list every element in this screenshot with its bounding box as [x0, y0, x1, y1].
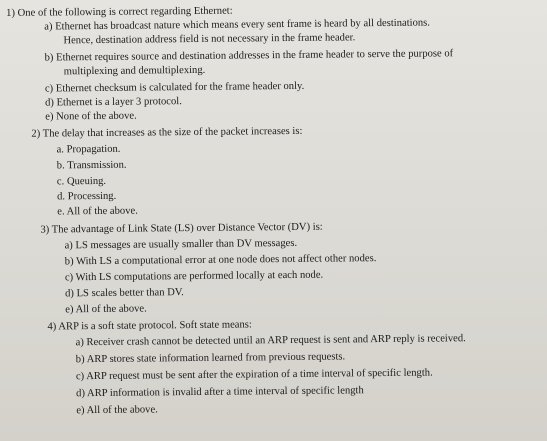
q2-option-b — [57, 160, 127, 173]
q4-option-e-label: e) — [76, 405, 85, 417]
q1-option-d-text: Ethernet is a layer 3 protocol. — [56, 96, 182, 109]
q2-option-d-label: d. — [57, 191, 66, 203]
q4-option-c-label: c) — [75, 371, 85, 383]
q4-option-b — [76, 351, 346, 366]
q1-option-d — [45, 96, 182, 109]
q2-option-e-text: All of the above. — [66, 205, 138, 218]
q1-option-d-label: d) — [45, 97, 54, 109]
q3-option-c-label: c) — [64, 272, 74, 284]
q4-option-d-label: d) — [76, 388, 86, 400]
q1-option-c — [45, 81, 304, 96]
q3-option-e — [65, 303, 147, 316]
q2-option-a — [57, 144, 121, 157]
q4-option-b-label: b) — [75, 354, 85, 366]
q3-option-c — [65, 270, 323, 285]
q4-number: 4) — [47, 321, 57, 333]
q1-option-e-label: e) — [45, 111, 54, 123]
q1-option-c-label: c) — [44, 83, 54, 95]
q3-stem: The advantage of Link State (LS) over Distance Vector (DV) is: — [51, 221, 323, 236]
q2-option-c-label: c. — [56, 176, 65, 188]
q2-stem: The delay that increases as the size of the packet increases is: — [42, 125, 303, 140]
q4-option-a-text: Receiver crash cannot be detected until an ARP request is sent and ARP reply is received. — [86, 333, 466, 349]
q4-option-c-text: ARP request must be sent after the expiration of a time interval of specific length. — [86, 367, 433, 383]
q3-option-d-text: LS scales better than DV. — [76, 287, 184, 300]
q2-option-e-label: e. — [57, 206, 65, 218]
q1-option-a — [44, 17, 430, 33]
q1-number: 1) — [6, 7, 16, 19]
q2-option-a-label: a. — [56, 144, 64, 156]
q1-option-b-label: b) — [44, 52, 54, 64]
q4-stem: ARP is a soft state protocol. Soft state means: — [58, 319, 252, 333]
q3-option-c-text: With LS computations are performed locally at each node. — [75, 269, 324, 284]
q1-option-a-label: a) — [44, 21, 53, 33]
q2-option-c — [57, 176, 106, 189]
q1-option-e-text: None of the above. — [56, 110, 137, 123]
q2-option-d — [57, 191, 116, 204]
q1-option-c-text: Ethernet checksum is calculated for the frame header only. — [55, 80, 305, 95]
q3-option-e-label: e) — [65, 304, 74, 316]
q3-option-a-text: LS messages are usually smaller than DV messages. — [75, 237, 298, 252]
q1-option-a-text: Ethernet has broadcast nature which means every sent frame is heard by all destinations. — [55, 17, 430, 33]
q3-option-e-text: All of the above. — [75, 303, 147, 316]
q2-option-d-text: Processing. — [67, 190, 117, 203]
q4-option-e-text: All of the above. — [86, 404, 158, 417]
q4-option-d-text: ARP information is invalid after a time interval of specific length — [86, 385, 364, 400]
q2-option-e — [57, 206, 138, 219]
q3-option-b-text: With LS a computational error at one node does not affect other nodes. — [75, 253, 377, 268]
q1-option-a-continued: Hence, destination address field is not necessary in the frame header. — [63, 32, 356, 47]
q2-stem-line — [31, 126, 302, 141]
q2-option-b-text: Transmission. — [67, 159, 127, 172]
q4-option-b-text: ARP stores state information learned from previous requests. — [86, 351, 346, 366]
q3-option-a-label: a) — [64, 240, 73, 252]
q4-stem-line — [47, 319, 252, 333]
q2-number: 2) — [31, 128, 41, 140]
q1-stem-line — [6, 6, 233, 20]
q1-stem: One of the following is correct regarding Ethernet: — [17, 5, 233, 19]
q2-option-a-text: Propagation. — [66, 143, 121, 156]
q1-option-e — [45, 111, 137, 124]
q3-number: 3) — [40, 224, 50, 236]
q4-option-a — [76, 333, 466, 349]
q4-option-e — [76, 404, 158, 417]
q1-option-b-continued: multiplexing and demultiplexing. — [63, 64, 206, 78]
q3-option-d — [65, 287, 184, 300]
q4-option-a-label: a) — [75, 337, 84, 349]
q3-option-b — [65, 253, 377, 268]
q4-option-c — [76, 367, 433, 383]
q3-option-d-label: d) — [65, 288, 74, 300]
q3-option-a — [65, 238, 298, 252]
q2-option-b-label: b. — [56, 160, 65, 172]
q1-option-b — [45, 48, 454, 64]
q1-option-b-text: Ethernet requires source and destination addresses in the frame header to serve the purpose of — [56, 48, 454, 64]
q2-option-c-text: Queuing. — [66, 175, 107, 188]
q3-stem-line — [40, 222, 322, 237]
q3-option-b-label: b) — [64, 256, 74, 268]
q4-option-d — [76, 385, 364, 400]
